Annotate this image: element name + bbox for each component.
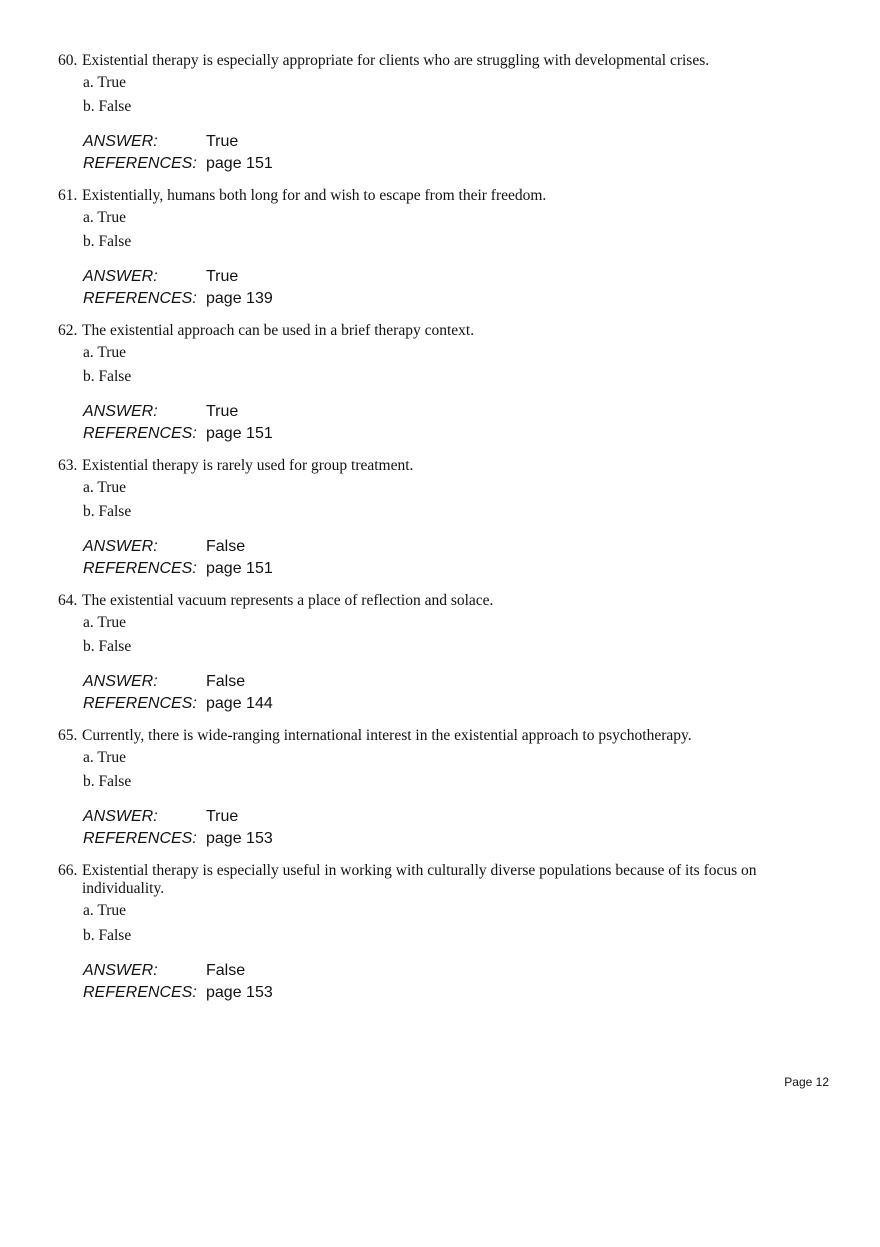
references-label: REFERENCES: — [83, 290, 197, 307]
answer-line — [83, 132, 238, 151]
answer-label: ANSWER: — [83, 673, 158, 690]
question-stem — [58, 592, 778, 610]
question-stem — [58, 187, 778, 205]
question-stem — [58, 457, 778, 475]
option-a: a. True — [83, 902, 127, 919]
references-value: page 153 — [206, 984, 273, 1001]
answer-label: ANSWER: — [83, 808, 158, 825]
references-line — [83, 289, 273, 308]
answer-line — [83, 807, 238, 826]
option-b: b. False — [83, 233, 132, 250]
references-line — [83, 983, 273, 1002]
references-label: REFERENCES: — [83, 560, 197, 577]
references-line — [83, 559, 273, 578]
answer-line — [83, 672, 245, 691]
references-line — [83, 154, 273, 173]
option-a: a. True — [83, 344, 127, 361]
option-b: b. False — [83, 638, 132, 655]
references-line — [83, 829, 273, 848]
answer-line — [83, 402, 238, 421]
answer-label: ANSWER: — [83, 133, 158, 150]
question-text: Existential therapy is rarely used for group treatment. — [82, 457, 414, 474]
answer-label: ANSWER: — [83, 403, 158, 420]
answer-label: ANSWER: — [83, 538, 158, 555]
references-line — [83, 694, 273, 713]
answer-label: ANSWER: — [83, 962, 158, 979]
question-number: 65. — [58, 727, 78, 744]
question-text: Currently, there is wide-ranging international interest in the existential approach to psychotherapy. — [82, 727, 692, 744]
answer-value: True — [206, 133, 239, 150]
references-value: page 151 — [206, 425, 273, 442]
references-label: REFERENCES: — [83, 425, 197, 442]
question-text: Existential therapy is especially useful in working with culturally diverse populations because of its focus on individuality. — [82, 862, 757, 897]
references-label: REFERENCES: — [83, 695, 197, 712]
answer-value: False — [206, 962, 246, 979]
answer-line — [83, 537, 245, 556]
answer-value: False — [206, 673, 246, 690]
option-b: b. False — [83, 503, 132, 520]
answer-value: True — [206, 808, 239, 825]
question-number: 66. — [58, 862, 78, 879]
question-number: 61. — [58, 187, 78, 204]
option-a: a. True — [83, 209, 127, 226]
answer-value: False — [206, 538, 246, 555]
references-line — [83, 424, 273, 443]
page-number: Page 12 — [784, 1075, 829, 1089]
option-b: b. False — [83, 927, 132, 944]
question-text: The existential vacuum represents a place of reflection and solace. — [82, 592, 494, 609]
references-value: page 144 — [206, 695, 273, 712]
question-text: The existential approach can be used in a brief therapy context. — [82, 322, 475, 339]
answer-value: True — [206, 268, 239, 285]
option-a: a. True — [83, 479, 127, 496]
references-value: page 151 — [206, 155, 273, 172]
option-a: a. True — [83, 74, 127, 91]
question-stem — [58, 322, 778, 340]
references-value: page 153 — [206, 830, 273, 847]
references-value: page 139 — [206, 290, 273, 307]
question-stem — [58, 727, 778, 745]
question-number: 60. — [58, 52, 78, 69]
question-number: 62. — [58, 322, 78, 339]
question-stem — [58, 52, 778, 70]
option-b: b. False — [83, 773, 132, 790]
references-value: page 151 — [206, 560, 273, 577]
option-b: b. False — [83, 98, 132, 115]
answer-line — [83, 267, 238, 286]
question-number: 63. — [58, 457, 78, 474]
question-text: Existentially, humans both long for and wish to escape from their freedom. — [82, 187, 547, 204]
answer-line — [83, 961, 245, 980]
references-label: REFERENCES: — [83, 984, 197, 1001]
option-a: a. True — [83, 749, 127, 766]
answer-label: ANSWER: — [83, 268, 158, 285]
option-b: b. False — [83, 368, 132, 385]
references-label: REFERENCES: — [83, 830, 197, 847]
references-label: REFERENCES: — [83, 155, 197, 172]
question-number: 64. — [58, 592, 78, 609]
option-a: a. True — [83, 614, 127, 631]
question-stem — [58, 862, 782, 898]
answer-value: True — [206, 403, 239, 420]
question-text: Existential therapy is especially appropriate for clients who are struggling with developmental crises. — [82, 52, 710, 69]
